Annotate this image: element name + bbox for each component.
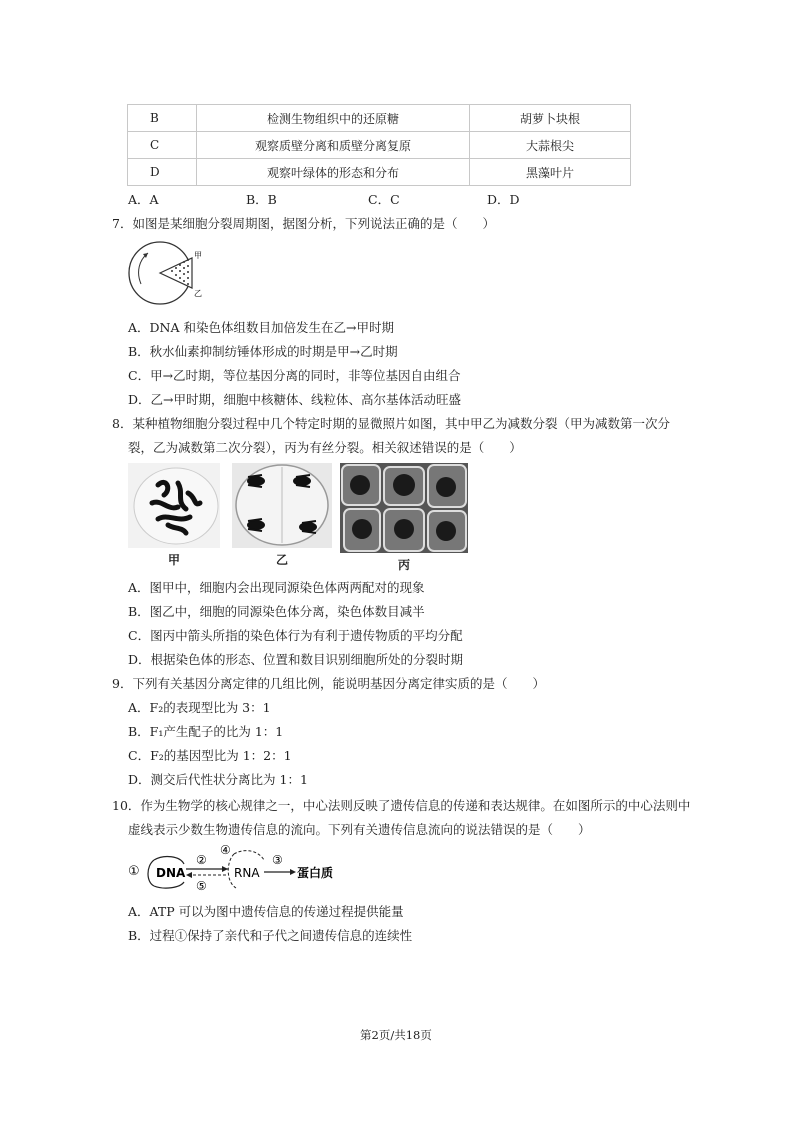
- q6-option-d[interactable]: D．D: [487, 192, 520, 207]
- table-cell-material: 黑藻叶片: [469, 159, 630, 186]
- micrograph-bing: [340, 463, 468, 553]
- page-footer: 第2页/共18页: [360, 1028, 432, 1042]
- q8-option-c[interactable]: C．图丙中箭头所指的染色体行为有利于遗传物质的平均分配: [128, 628, 463, 643]
- label-yi: 乙: [194, 289, 202, 298]
- micrograph-yi: [232, 463, 332, 548]
- table-cell-experiment: 检测生物组织中的还原糖: [197, 105, 470, 132]
- table-cell-experiment: 观察质壁分离和质壁分离复原: [197, 132, 470, 159]
- table-cell-material: 胡萝卜块根: [469, 105, 630, 132]
- table-row: [128, 132, 631, 159]
- q7-option-b[interactable]: B．秋水仙素抑制纺锤体形成的时期是甲→乙时期: [128, 344, 398, 359]
- process-2-label: ②: [196, 853, 207, 867]
- q6-option-c[interactable]: C．C: [368, 192, 400, 207]
- q6-option-b[interactable]: B．B: [246, 192, 277, 207]
- table-row: [128, 159, 631, 186]
- table-cell-option: B: [128, 105, 197, 132]
- process-3-label: ③: [272, 853, 283, 867]
- q8-option-a[interactable]: A．图甲中，细胞内会出现同源染色体两两配对的现象: [128, 580, 425, 595]
- table-cell-experiment: 观察叶绿体的形态和分布: [197, 159, 470, 186]
- q8-option-d[interactable]: D．根据染色体的形态、位置和数目识别细胞所处的分裂时期: [128, 652, 464, 667]
- q8-option-b[interactable]: B．图乙中，细胞的同源染色体分离，染色体数目减半: [128, 604, 425, 619]
- table-cell-option: C: [128, 132, 197, 159]
- q8-stem-line2: 裂，乙为减数第二次分裂），丙为有丝分裂。相关叙述错误的是（ ）: [128, 440, 522, 455]
- cell-cycle-diagram: [124, 238, 224, 310]
- process-5-label: ⑤: [196, 879, 207, 892]
- q9-option-d[interactable]: D．测交后代性状分离比为 1：1: [128, 772, 308, 787]
- table-cell-material: 大蒜根尖: [469, 132, 630, 159]
- q9-option-a[interactable]: A．F₂的表现型比为 3：1: [128, 700, 271, 715]
- q10-option-b[interactable]: B．过程①保持了亲代和子代之间遗传信息的连续性: [128, 928, 413, 943]
- q10-option-a[interactable]: A．ATP 可以为图中遗传信息的传递过程提供能量: [128, 904, 404, 919]
- caption-yi: 乙: [276, 553, 289, 567]
- process-1-label: ①: [128, 864, 140, 879]
- q7-option-d[interactable]: D．乙→甲时期，细胞中核糖体、线粒体、高尔基体活动旺盛: [128, 392, 461, 407]
- experiment-table: [127, 104, 631, 186]
- q9-option-c[interactable]: C．F₂的基因型比为 1：2：1: [128, 748, 292, 763]
- micrograph-jia: [128, 463, 220, 548]
- q7-option-a[interactable]: A．DNA 和染色体组数目加倍发生在乙→甲时期: [128, 320, 394, 335]
- q8-stem-line1: 8．某种植物细胞分裂过程中几个特定时期的显微照片如图，其中甲乙为减数分裂（甲为减数第一次分: [112, 416, 670, 431]
- central-dogma-diagram: [124, 842, 354, 892]
- table-row: [128, 105, 631, 132]
- table-cell-option: D: [128, 159, 197, 186]
- dna-label: DNA: [156, 866, 186, 880]
- q6-option-a[interactable]: A．A: [128, 192, 159, 207]
- label-jia: 甲: [194, 251, 202, 260]
- caption-bing: 丙: [398, 558, 411, 572]
- protein-label: 蛋白质: [297, 866, 334, 880]
- caption-jia: 甲: [168, 553, 181, 567]
- q9-option-b[interactable]: B．F₁产生配子的比为 1：1: [128, 724, 284, 739]
- q7-option-c[interactable]: C．甲→乙时期，等位基因分离的同时，非等位基因自由组合: [128, 368, 461, 383]
- q10-stem-line2: 虚线表示少数生物遗传信息的流向。下列有关遗传信息流向的说法错误的是（ ）: [128, 822, 591, 837]
- rna-label: RNA: [234, 866, 260, 880]
- q7-stem: 7．如图是某细胞分裂周期图，据图分析，下列说法正确的是（ ）: [112, 216, 495, 231]
- process-4-label: ④: [220, 843, 231, 857]
- q9-stem: 9．下列有关基因分离定律的几组比例，能说明基因分离定律实质的是（ ）: [112, 676, 545, 691]
- q10-stem-line1: 10．作为生物学的核心规律之一，中心法则反映了遗传信息的传递和表达规律。在如图所示的中心法则中: [112, 798, 691, 813]
